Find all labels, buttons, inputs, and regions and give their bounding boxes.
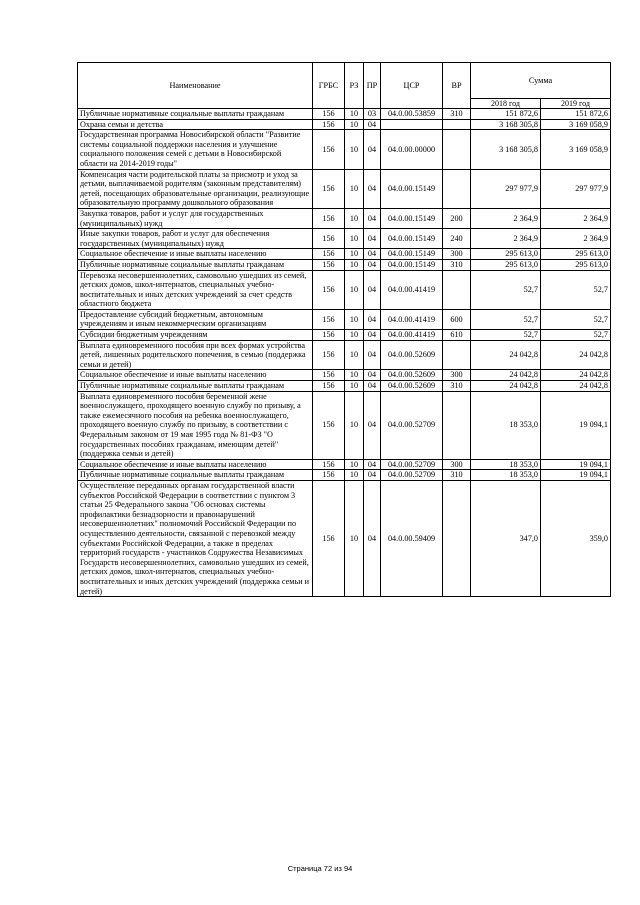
cell-sum-2018: 2 364,9 [471,208,541,228]
cell-sum-2018: 347,0 [471,480,541,596]
cell-vr [443,130,471,169]
cell-sum-2018: 52,7 [471,330,541,341]
cell-vr: 300 [443,459,471,470]
cell-sum-2018: 151 872,6 [471,109,541,120]
table-row [78,370,611,381]
table-row [78,169,611,208]
table-header-row [78,63,611,99]
budget-table [77,62,611,597]
cell-grbs: 156 [313,330,345,341]
cell-name: Предоставление субсидий бюджетным, автономным учреждениям и иным некоммерческим организациям [78,309,313,329]
table-row [78,109,611,120]
cell-csr: 04.0.00.53859 [381,109,443,120]
cell-vr: 310 [443,259,471,270]
cell-name: Социальное обеспечение и иные выплаты населению [78,370,313,381]
cell-sum-2019: 295 613,0 [541,259,611,270]
page-footer [0,864,640,873]
cell-sum-2018: 24 042,8 [471,340,541,370]
cell-vr: 240 [443,229,471,249]
cell-grbs: 156 [313,130,345,169]
cell-vr [443,169,471,208]
cell-name: Публичные нормативные социальные выплаты гражданам [78,259,313,270]
cell-csr: 04.0.00.41419 [381,330,443,341]
cell-sum-2018: 52,7 [471,270,541,309]
cell-sum-2019: 19 094,1 [541,470,611,481]
cell-sum-2019: 24 042,8 [541,340,611,370]
cell-vr: 200 [443,208,471,228]
cell-vr: 300 [443,249,471,260]
cell-sum-2019: 52,7 [541,270,611,309]
cell-name: Социальное обеспечение и иные выплаты населению [78,249,313,260]
cell-name: Компенсация части родительской платы за присмотр и уход за детьми, выплачиваемой родителям (законным представителям) детей, посещающих образовательные организации, реализующие образовательную программу дошкольного образования [78,169,313,208]
table-row [78,229,611,249]
cell-rz: 10 [345,381,364,392]
cell-pr: 04 [364,370,381,381]
cell-csr: 04.0.00.52709 [381,459,443,470]
table-row [78,208,611,228]
cell-sum-2018: 24 042,8 [471,381,541,392]
cell-grbs: 156 [313,270,345,309]
cell-name: Осуществление переданных органам государственной власти субъектов Российской Федерации в соответствии с пунктом 3 статьи 25 Федерального закона "Об основах системы профилактики безнадзорности и правонарушений несовершеннолетних" полномочий Российской Федерации по осуществлению деятельности, связанной с перевозкой между субъектами Российской Федерации, а также в пределах территорий государств - участников Содружества Независимых Государств несовершеннолетних, самовольно ушедших из семей, детских домов, школ-интернатов, специальных учебно-воспитательных и иных детских учреждений (поддержка семьи и детей) [78,480,313,596]
cell-csr [381,119,443,130]
cell-csr: 04.0.00.52609 [381,340,443,370]
cell-grbs: 156 [313,391,345,459]
cell-sum-2019: 19 094,1 [541,459,611,470]
cell-sum-2018: 18 353,0 [471,391,541,459]
cell-vr: 310 [443,381,471,392]
cell-vr: 600 [443,309,471,329]
table-row [78,270,611,309]
cell-sum-2018: 18 353,0 [471,470,541,481]
col-header-sum: Сумма [471,63,611,99]
cell-sum-2019: 297 977,9 [541,169,611,208]
cell-name: Закупка товаров, работ и услуг для государственных (муниципальных) нужд [78,208,313,228]
cell-rz: 10 [345,270,364,309]
cell-vr: 310 [443,470,471,481]
cell-rz: 10 [345,119,364,130]
col-header-rz: РЗ [345,63,364,109]
col-header-vr: ВР [443,63,471,109]
page-total: 94 [343,864,353,873]
col-header-pr: ПР [364,63,381,109]
cell-csr: 04.0.00.00000 [381,130,443,169]
cell-pr: 04 [364,229,381,249]
cell-vr: 310 [443,109,471,120]
table-row [78,340,611,370]
cell-name: Публичные нормативные социальные выплаты гражданам [78,470,313,481]
cell-grbs: 156 [313,119,345,130]
cell-sum-2019: 295 613,0 [541,249,611,260]
col-header-year-2018: 2018 год [471,99,541,109]
cell-sum-2019: 52,7 [541,309,611,329]
cell-grbs: 156 [313,459,345,470]
cell-grbs: 156 [313,470,345,481]
cell-grbs: 156 [313,208,345,228]
cell-pr: 04 [364,459,381,470]
cell-pr: 04 [364,249,381,260]
cell-csr: 04.0.00.52609 [381,370,443,381]
cell-name: Публичные нормативные социальные выплаты гражданам [78,109,313,120]
cell-csr: 04.0.00.41419 [381,270,443,309]
page-number: 72 [323,864,333,873]
cell-vr [443,119,471,130]
cell-vr [443,270,471,309]
cell-grbs: 156 [313,109,345,120]
cell-name: Иные закупки товаров, работ и услуг для обеспечения государственных (муниципальных) нужд [78,229,313,249]
cell-pr: 04 [364,270,381,309]
cell-pr: 04 [364,330,381,341]
cell-sum-2019: 2 364,9 [541,229,611,249]
cell-pr: 04 [364,259,381,270]
cell-pr: 04 [364,309,381,329]
cell-name: Перевозка несовершеннолетних, самовольно ушедших из семей, детских домов, школ-интернатов, специальных учебно-воспитательных и иных детских учреждений за счет средств областного бюджета [78,270,313,309]
cell-rz: 10 [345,259,364,270]
cell-name: Выплата единовременного пособия при всех формах устройства детей, лишенных родительского попечения, в семью (поддержка семьи и детей) [78,340,313,370]
cell-sum-2018: 3 168 305,8 [471,130,541,169]
cell-csr: 04.0.00.15149 [381,229,443,249]
cell-name: Государственная программа Новосибирской области "Развитие системы социальной поддержки населения и улучшение социального положения семей с детьми в Новосибирской области на 2014-2019 годы" [78,130,313,169]
page-label: Страница [287,864,322,873]
table-row [78,391,611,459]
table-row [78,130,611,169]
cell-rz: 10 [345,208,364,228]
cell-vr: 610 [443,330,471,341]
cell-pr: 04 [364,470,381,481]
cell-grbs: 156 [313,381,345,392]
cell-sum-2018: 52,7 [471,309,541,329]
page-of-label: из [334,864,342,873]
cell-rz: 10 [345,229,364,249]
cell-vr [443,480,471,596]
cell-rz: 10 [345,470,364,481]
table-row [78,480,611,596]
cell-sum-2018: 295 613,0 [471,249,541,260]
cell-sum-2019: 19 094,1 [541,391,611,459]
col-header-year-2019: 2019 год [541,99,611,109]
table-row [78,330,611,341]
cell-rz: 10 [345,309,364,329]
cell-pr: 04 [364,340,381,370]
cell-rz: 10 [345,249,364,260]
cell-grbs: 156 [313,370,345,381]
cell-csr: 04.0.00.52709 [381,391,443,459]
cell-sum-2018: 297 977,9 [471,169,541,208]
cell-name: Публичные нормативные социальные выплаты гражданам [78,381,313,392]
cell-rz: 10 [345,370,364,381]
cell-grbs: 156 [313,259,345,270]
cell-sum-2018: 295 613,0 [471,259,541,270]
table-row [78,470,611,481]
cell-sum-2018: 18 353,0 [471,459,541,470]
cell-grbs: 156 [313,480,345,596]
table-row [78,309,611,329]
cell-name: Выплата единовременного пособия беременной жене военнослужащего, проходящего военную службу по призыву, а также ежемесячного пособия на ребенка военнослужащего, проходящего военную службу по призыву, в соответствии с Федеральным законом от 19 мая 1995 года № 81-ФЗ "О государственных пособиях гражданам, имеющим детей" (поддержка семьи и детей) [78,391,313,459]
cell-name: Социальное обеспечение и иные выплаты населению [78,459,313,470]
cell-grbs: 156 [313,169,345,208]
cell-sum-2019: 3 169 058,9 [541,130,611,169]
table-row [78,259,611,270]
cell-csr: 04.0.00.59409 [381,480,443,596]
cell-rz: 10 [345,480,364,596]
cell-csr: 04.0.00.15149 [381,249,443,260]
col-header-name: Наименование [78,63,313,109]
cell-rz: 10 [345,340,364,370]
col-header-csr: ЦСР [381,63,443,109]
cell-csr: 04.0.00.52709 [381,470,443,481]
cell-vr [443,340,471,370]
table-row [78,459,611,470]
cell-pr: 04 [364,381,381,392]
cell-sum-2018: 24 042,8 [471,370,541,381]
cell-pr: 04 [364,130,381,169]
cell-rz: 10 [345,109,364,120]
cell-grbs: 156 [313,309,345,329]
cell-sum-2018: 2 364,9 [471,229,541,249]
cell-name: Охрана семьи и детства [78,119,313,130]
cell-sum-2019: 24 042,8 [541,370,611,381]
cell-vr [443,391,471,459]
cell-sum-2019: 359,0 [541,480,611,596]
cell-rz: 10 [345,130,364,169]
cell-pr: 04 [364,391,381,459]
cell-rz: 10 [345,459,364,470]
cell-grbs: 156 [313,249,345,260]
cell-sum-2018: 3 168 305,8 [471,119,541,130]
cell-sum-2019: 151 872,6 [541,109,611,120]
cell-name: Субсидии бюджетным учреждениям [78,330,313,341]
cell-sum-2019: 3 169 058,9 [541,119,611,130]
cell-sum-2019: 2 364,9 [541,208,611,228]
cell-csr: 04.0.00.15149 [381,169,443,208]
cell-pr: 03 [364,109,381,120]
cell-rz: 10 [345,330,364,341]
cell-grbs: 156 [313,229,345,249]
cell-csr: 04.0.00.41419 [381,309,443,329]
cell-csr: 04.0.00.15149 [381,208,443,228]
table-row [78,249,611,260]
cell-pr: 04 [364,119,381,130]
table-body [78,109,611,597]
cell-rz: 10 [345,169,364,208]
cell-pr: 04 [364,208,381,228]
cell-grbs: 156 [313,340,345,370]
col-header-grbs: ГРБС [313,63,345,109]
cell-sum-2019: 52,7 [541,330,611,341]
table-row [78,381,611,392]
cell-rz: 10 [345,391,364,459]
cell-pr: 04 [364,169,381,208]
table-row [78,119,611,130]
cell-csr: 04.0.00.52609 [381,381,443,392]
cell-csr: 04.0.00.15149 [381,259,443,270]
cell-vr: 300 [443,370,471,381]
cell-sum-2019: 24 042,8 [541,381,611,392]
cell-pr: 04 [364,480,381,596]
